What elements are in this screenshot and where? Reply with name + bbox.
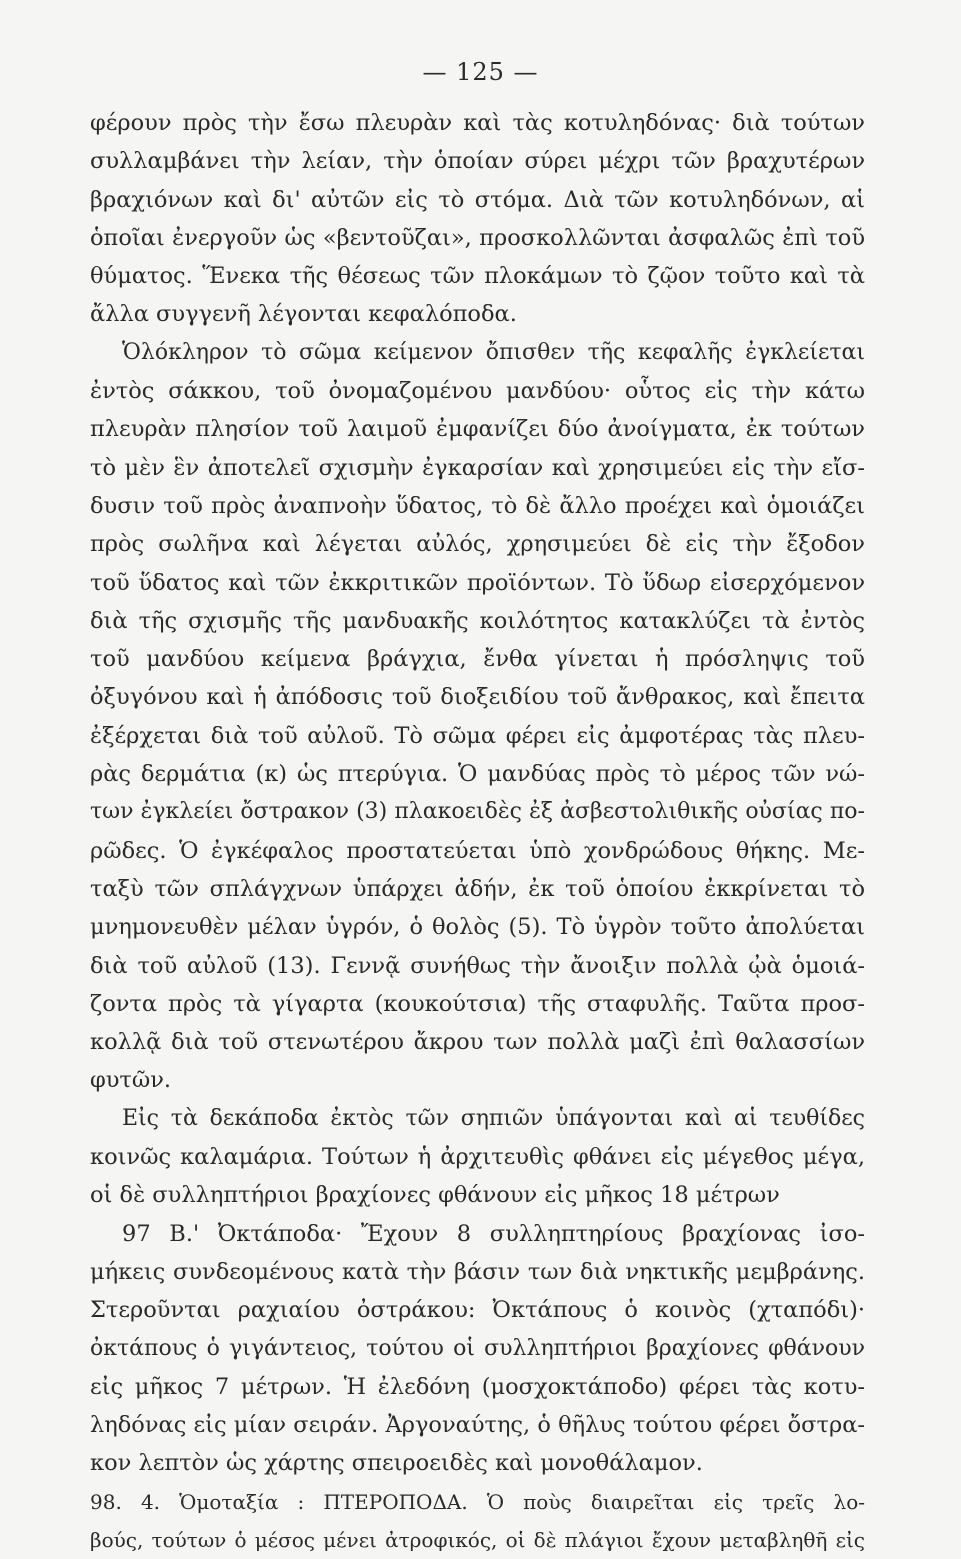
text-line: ὁποῖαι ἐνεργοῦν ὡς «βεντοῦζαι», προσκολλῶνται ἀσφαλῶς ἐπὶ τοῦ bbox=[90, 224, 865, 251]
text-line: ἐντὸς σάκκου, τοῦ ὀνομαζομένου μανδύου· οὗτος εἰς τὴν κάτω bbox=[90, 378, 865, 405]
text-line: οἱ δὲ συλληπτήριοι βραχίονες φθάνουν εἰς μῆκος 18 μέτρων bbox=[90, 1182, 780, 1209]
text-line: ἐξέρχεται διὰ τοῦ αὐλοῦ. Τὸ σῶμα φέρει εἰς ἀμφοτέρας τὰς πλευ- bbox=[90, 722, 865, 749]
text-line: ὀκτάπους ὁ γιγάντειος, τούτου οἱ συλληπτήριοι βραχίονες φθάνουν bbox=[90, 1335, 865, 1361]
text-line: τοῦ μανδύου κείμενα βράγχια, ἔνθα γίνεται ἡ πρόσληψις τοῦ bbox=[90, 646, 865, 673]
text-line: πλευρὰν πλησίον τοῦ λαιμοῦ ἐμφανίζει δύο ἀνοίγματα, ἐκ τούτων bbox=[90, 416, 865, 443]
text-line: μήκεις συνδεομένους κατὰ τὴν βάσιν των διὰ νηκτικῆς μεμβράνης. bbox=[90, 1258, 865, 1285]
text-line: εἰς μῆκος 7 μέτρων. Ἡ ἐλεδόνη (μοσχοκτάποδο) φέρει τὰς κοτυ- bbox=[90, 1373, 865, 1400]
section-heading-line: 98. 4. Ὁμοταξία : ΠΤΕΡΟΠΟΔΑ. Ὁ ποὺς διαιρεῖται εἰς τρεῖς λο- bbox=[90, 1489, 865, 1514]
text-line: κοινῶς καλαμάρια. Τούτων ἡ ἀρχιτευθὶς φθάνει εἰς μέγεθος μέγα, bbox=[90, 1144, 865, 1171]
text-line: τὸ μὲν ἓν ἀποτελεῖ σχισμὴν ἐγκαρσίαν καὶ χρησιμεύει εἰς τὴν εἴσ- bbox=[90, 454, 865, 481]
text-line: φυτῶν. bbox=[90, 1067, 172, 1094]
text-line: ρὰς δερμάτια (κ) ὡς πτερύγια. Ὁ μανδύας πρὸς τὸ μέρος τῶν νώ- bbox=[90, 761, 865, 788]
page-number: — 125 — bbox=[422, 58, 539, 86]
text-line: κον λεπτὸν ὡς χάρτης σπειροειδὲς καὶ μονοθάλαμον. bbox=[90, 1450, 703, 1477]
text-line: ληδόνας εἰς μίαν σειράν. Ἀργοναύτης, ὁ θῆλυς τούτου φέρει ὄστρα- bbox=[90, 1412, 865, 1439]
text-line: τοῦ ὕδατος καὶ τῶν ἐκκριτικῶν προϊόντων. Τὸ ὕδωρ εἰσερχόμενον bbox=[90, 569, 865, 596]
text-line: μνημονευθὲν μέλαν ὑγρόν, ὁ θολὸς (5). Τὸ ὑγρὸν τοῦτο ἀπολύεται bbox=[90, 914, 865, 941]
paragraph-first-line: Ὁλόκληρον τὸ σῶμα κείμενον ὄπισθεν τῆς κεφαλῆς ἐγκλείεται bbox=[122, 339, 865, 365]
text-line: συλλαμβάνει τὴν λείαν, τὴν ὁποίαν σύρει μέχρι τῶν βραχυτέρων bbox=[90, 148, 865, 175]
text-line: θύματος. Ἕνεκα τῆς θέσεως τῶν πλοκάμων τὸ ζῷον τοῦτο καὶ τὰ bbox=[90, 263, 865, 290]
text-line: βούς, τούτων ὁ μέσος μένει ἀτροφικός, οἱ δὲ πλάγιοι ἔχουν μεταβληθῆ εἰς bbox=[90, 1527, 865, 1552]
text-line: ζοντα πρὸς τὰ γίγαρτα (κουκούτσια) τῆς σταφυλῆς. Ταῦτα προσ- bbox=[90, 990, 865, 1017]
text-line: ὀξυγόνου καὶ ἡ ἀπόδοσις τοῦ διοξειδίου τοῦ ἄνθρακος, καὶ ἔπειτα bbox=[90, 684, 865, 711]
text-line: βραχιόνων καὶ δι' αὐτῶν εἰς τὸ στόμα. Διὰ τῶν κοτυληδόνων, αἱ bbox=[90, 186, 865, 213]
text-line: Στεροῦνται ραχιαίου ὀστράκου: Ὀκτάπους ὁ κοινὸς (χταπόδι)· bbox=[90, 1297, 865, 1324]
text-line: διὰ τοῦ αὐλοῦ (13). Γεννᾷ συνήθως τὴν ἄνοιξιν πολλὰ ᾠὰ ὁμοιά- bbox=[90, 952, 865, 979]
text-line: ρῶδες. Ὁ ἐγκέφαλος προστατεύεται ὑπὸ χονδρώδους θήκης. Με- bbox=[90, 837, 865, 864]
text-line: δυσιν τοῦ πρὸς ἀναπνοὴν ὕδατος, τὸ δὲ ἄλλο προέχει καὶ ὁμοιάζει bbox=[90, 492, 865, 519]
text-line: κολλᾷ διὰ τοῦ στενωτέρου ἄκρου των πολλὰ μαζὶ ἐπὶ θαλασσίων bbox=[90, 1029, 865, 1056]
text-line: πρὸς σωλῆνα καὶ λέγεται αὐλός, χρησιμεύει δὲ εἰς τὴν ἔξοδον bbox=[90, 531, 865, 558]
body-text bbox=[90, 104, 865, 1559]
text-line: ἄλλα συγγενῆ λέγονται κεφαλόποδα. bbox=[90, 301, 517, 328]
paragraph-first-line: Εἰς τὰ δεκάποδα ἐκτὸς τῶν σηπιῶν ὑπάγονται καὶ αἱ τευθίδες bbox=[122, 1105, 865, 1131]
text-line: ταξὺ τῶν σπλάγχνων ὑπάρχει ἀδήν, ἐκ τοῦ ὁποίου ἐκκρίνεται τὸ bbox=[90, 875, 865, 902]
text-line: φέρουν πρὸς τὴν ἔσω πλευρὰν καὶ τὰς κοτυληδόνας· διὰ τούτων bbox=[90, 110, 865, 136]
text-line: των ἐγκλείει ὄστρακον (3) πλακοειδὲς ἐξ ἀσβεστολιθικῆς οὐσίας πο- bbox=[90, 799, 865, 825]
text-line: διὰ τῆς σχισμῆς τῆς μανδυακῆς κοιλότητος κατακλύζει τὰ ἐντὸς bbox=[90, 607, 865, 634]
section-heading-line: 97 Β.' Ὀκτάποδα· Ἔχουν 8 συλληπτηρίους βραχίονας ἰσο- bbox=[122, 1220, 865, 1247]
